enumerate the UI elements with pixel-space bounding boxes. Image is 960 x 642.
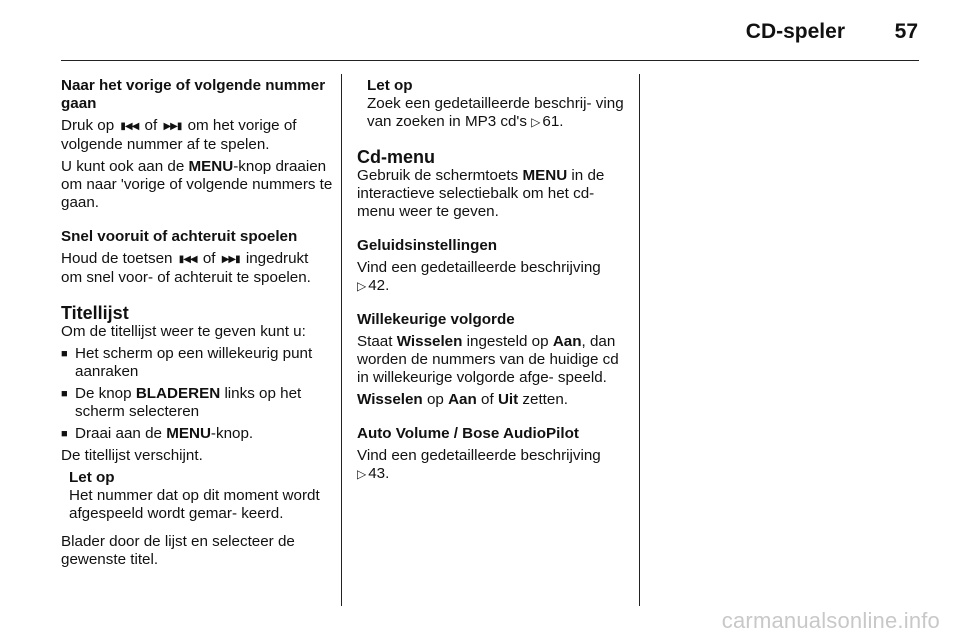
- note-heading: Let op: [69, 469, 115, 486]
- page-reference: 61.: [542, 113, 564, 130]
- note-box: [69, 469, 333, 523]
- text: ingesteld op: [466, 333, 549, 350]
- menu-key-label: MENU: [188, 158, 234, 175]
- paragraph-title-list-intro: Om de titellijst weer te geven kunt u:: [61, 323, 306, 340]
- skip-previous-icon: ▮◀◀: [120, 121, 139, 132]
- page-reference-arrow-icon: ▷: [357, 279, 367, 293]
- text: , dan worden de nummers van de huidige cd in willekeurige volgorde afge- speeld.: [357, 333, 619, 386]
- text: Zoek een gedetailleerde beschrij- ving van zoeken in MP3 cd's: [367, 95, 624, 130]
- menu-key-label: MENU: [522, 167, 568, 184]
- text: ingedrukt om snel voor- of achteruit te spoelen.: [61, 250, 311, 286]
- column-1: [61, 77, 333, 573]
- text: Draai aan de: [75, 425, 162, 442]
- text: De knop: [75, 385, 132, 402]
- text: links op het scherm selecteren: [75, 385, 302, 420]
- paragraph-menu-knob: [61, 158, 333, 212]
- page-reference: 42.: [368, 277, 390, 294]
- text: zetten.: [522, 391, 569, 408]
- page-reference-arrow-icon: ▷: [357, 467, 367, 481]
- paragraph-shuffle-toggle: [357, 391, 632, 409]
- column-divider-right: [639, 74, 640, 606]
- paragraph-browse-list: Blader door de lijst en selecteer de gewenste titel.: [61, 533, 295, 568]
- skip-previous-icon: ▮◀◀: [178, 254, 197, 265]
- text: of: [144, 117, 158, 134]
- bullet-list: [61, 345, 333, 443]
- section-heading-fast-forward: Snel vooruit of achteruit spoelen: [61, 228, 298, 245]
- section-heading-sound-settings: Geluidsinstellingen: [357, 237, 498, 254]
- text: Druk op: [61, 117, 115, 134]
- column-divider-left: [341, 74, 342, 606]
- page-reference-arrow-icon: ▷: [531, 115, 541, 129]
- browse-key-label: BLADEREN: [135, 385, 221, 402]
- text: -knop.: [210, 425, 254, 442]
- note-text: [367, 95, 632, 131]
- note-text: Het nummer dat op dit moment wordt afgespeeld wordt gemar- keerd.: [69, 487, 320, 522]
- paragraph-list-appears: De titellijst verschijnt.: [61, 447, 203, 464]
- paragraph-cd-menu: [357, 167, 632, 221]
- page-reference: 43.: [368, 465, 390, 482]
- page-number: 57: [894, 20, 918, 43]
- paragraph-shuffle: [357, 333, 632, 387]
- shuffle-key-label: Wisselen: [357, 391, 423, 408]
- text: of: [481, 391, 494, 408]
- note-box: [367, 77, 632, 131]
- on-value-label: Aan: [448, 391, 477, 408]
- paragraph-sound-settings: [357, 259, 632, 295]
- on-value-label: Aan: [552, 333, 582, 350]
- menu-key-label: MENU: [166, 425, 211, 442]
- text: op: [426, 391, 444, 408]
- list-item: [61, 425, 333, 443]
- text: Gebruik de schermtoets: [357, 167, 519, 184]
- text: Vind een gedetailleerde beschrijving: [357, 447, 601, 464]
- header-rule: [61, 60, 919, 61]
- note-heading: Let op: [367, 77, 413, 94]
- paragraph-track-skip: [61, 117, 333, 154]
- text: om het vorige of volgende nummer af te spelen.: [61, 117, 297, 153]
- off-value-label: Uit: [497, 391, 519, 408]
- section-heading-auto-volume: Auto Volume / Bose AudioPilot: [357, 425, 579, 442]
- paragraph-auto-volume: [357, 447, 632, 483]
- list-item: ■ Het scherm op een willekeurig punt aanraken: [61, 345, 333, 381]
- list-item: [61, 385, 333, 421]
- text: -knop draaien om naar 'vorige of volgende nummers te gaan.: [61, 158, 333, 211]
- text: Vind een gedetailleerde beschrijving: [357, 259, 601, 276]
- skip-next-icon: ▶▶▮: [221, 254, 240, 265]
- text: in de interactieve selectiebalk om het cd- menu weer te geven.: [357, 167, 605, 220]
- section-heading-shuffle: Willekeurige volgorde: [357, 311, 515, 328]
- column-2: [357, 77, 632, 487]
- text: Houd de toetsen: [61, 250, 173, 267]
- paragraph-fast-forward: [61, 250, 333, 287]
- chapter-title: CD-speler: [745, 20, 845, 43]
- section-heading-cd-menu: Cd-menu: [357, 147, 435, 167]
- text: of: [202, 250, 216, 267]
- section-heading-track-skip: Naar het vorige of volgende nummer gaan: [61, 77, 326, 112]
- section-heading-title-list: Titellijst: [61, 303, 129, 323]
- text: U kunt ook aan de: [61, 158, 185, 175]
- shuffle-key-label: Wisselen: [396, 333, 463, 350]
- skip-next-icon: ▶▶▮: [163, 121, 182, 132]
- watermark: carmanualsonline.info: [721, 608, 940, 633]
- text: Staat: [357, 333, 393, 350]
